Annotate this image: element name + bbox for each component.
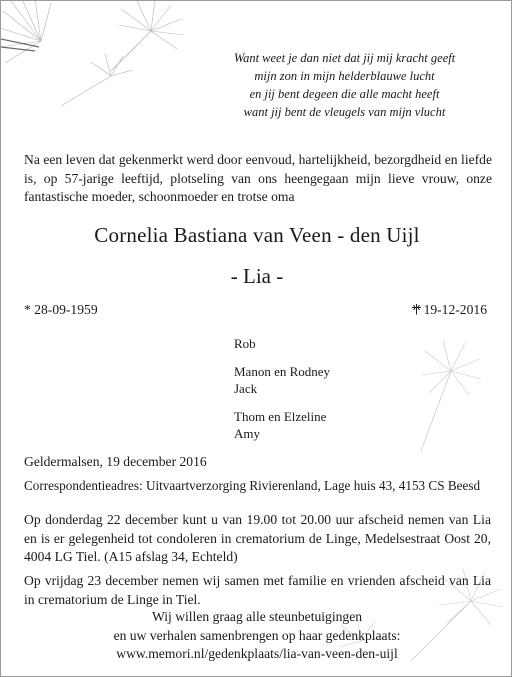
correspondence-address: Correspondentieadres: Uitvaartverzorging Rivierenland, Lage huis 43, 4153 CS Beesd: [24, 478, 481, 493]
deceased-full-name: Cornelia Bastiana van Veen - den Uijl: [94, 223, 420, 247]
death-date: 19-12-2016: [423, 302, 487, 317]
dandelion-decoration-right: [391, 321, 511, 471]
place-and-date: Geldermalsen, 19 december 2016: [24, 454, 207, 469]
family-member: Thom en Elzeline: [234, 409, 327, 424]
family-group: [234, 408, 330, 442]
outro: [1, 608, 512, 664]
family-member: Amy: [234, 426, 260, 441]
farewell-paragraph: Op donderdag 22 december kunt u van 19.00 tot 20.00 uur afscheid nemen van Lia en is er gelegenheid tot condoleren in crematorium de Linge, Medelsestraat Oost 20, 4004 LG Tiel. (A15 afslag 34, Echteld): [24, 512, 491, 564]
poem-line: want jij bent de vleugels van mijn vlucht: [243, 105, 446, 119]
poem-line: en jij bent degeen die alle macht heeft: [249, 87, 440, 101]
outro-line: Wij willen graag alle steunbetuigingen: [151, 609, 363, 624]
family-member: Rob: [234, 336, 256, 351]
intro-text: Na een leven dat gekenmerkt werd door eenvoud, hartelijkheid, bezorgdheid en liefde is, op 57-jarige leeftijd, plotseling van ons heengegaan mijn lieve vrouw, onze fantastische moeder, schoonmoeder en trotse oma: [24, 152, 492, 204]
cremation-paragraph: Op vrijdag 23 december nemen wij samen met familie en vrienden afscheid van Lia in crematorium de Linge in Tiel.: [24, 573, 491, 607]
poem: [1, 49, 512, 121]
family-group: [234, 363, 330, 397]
deceased-nickname: - Lia -: [230, 264, 284, 288]
family-member: Jack: [234, 381, 258, 396]
poem-line: mijn zon in mijn helderblauwe lucht: [254, 69, 435, 83]
dagger-cross-icon: [411, 303, 422, 315]
death-date-block: [411, 302, 487, 318]
outro-line: en uw verhalen samenbrengen op haar gedenkplaats:: [113, 627, 401, 643]
birth-date: * 28-09-1959: [24, 302, 98, 317]
poem-line: Want weet je dan niet dat jij mij kracht geeft: [233, 51, 456, 65]
family-member: Manon en Rodney: [234, 364, 331, 379]
family-group: [234, 335, 330, 352]
memorial-url[interactable]: www.memori.nl/gedenkplaats/lia-van-veen-den-uijl: [116, 646, 398, 661]
family-list: [234, 335, 330, 453]
